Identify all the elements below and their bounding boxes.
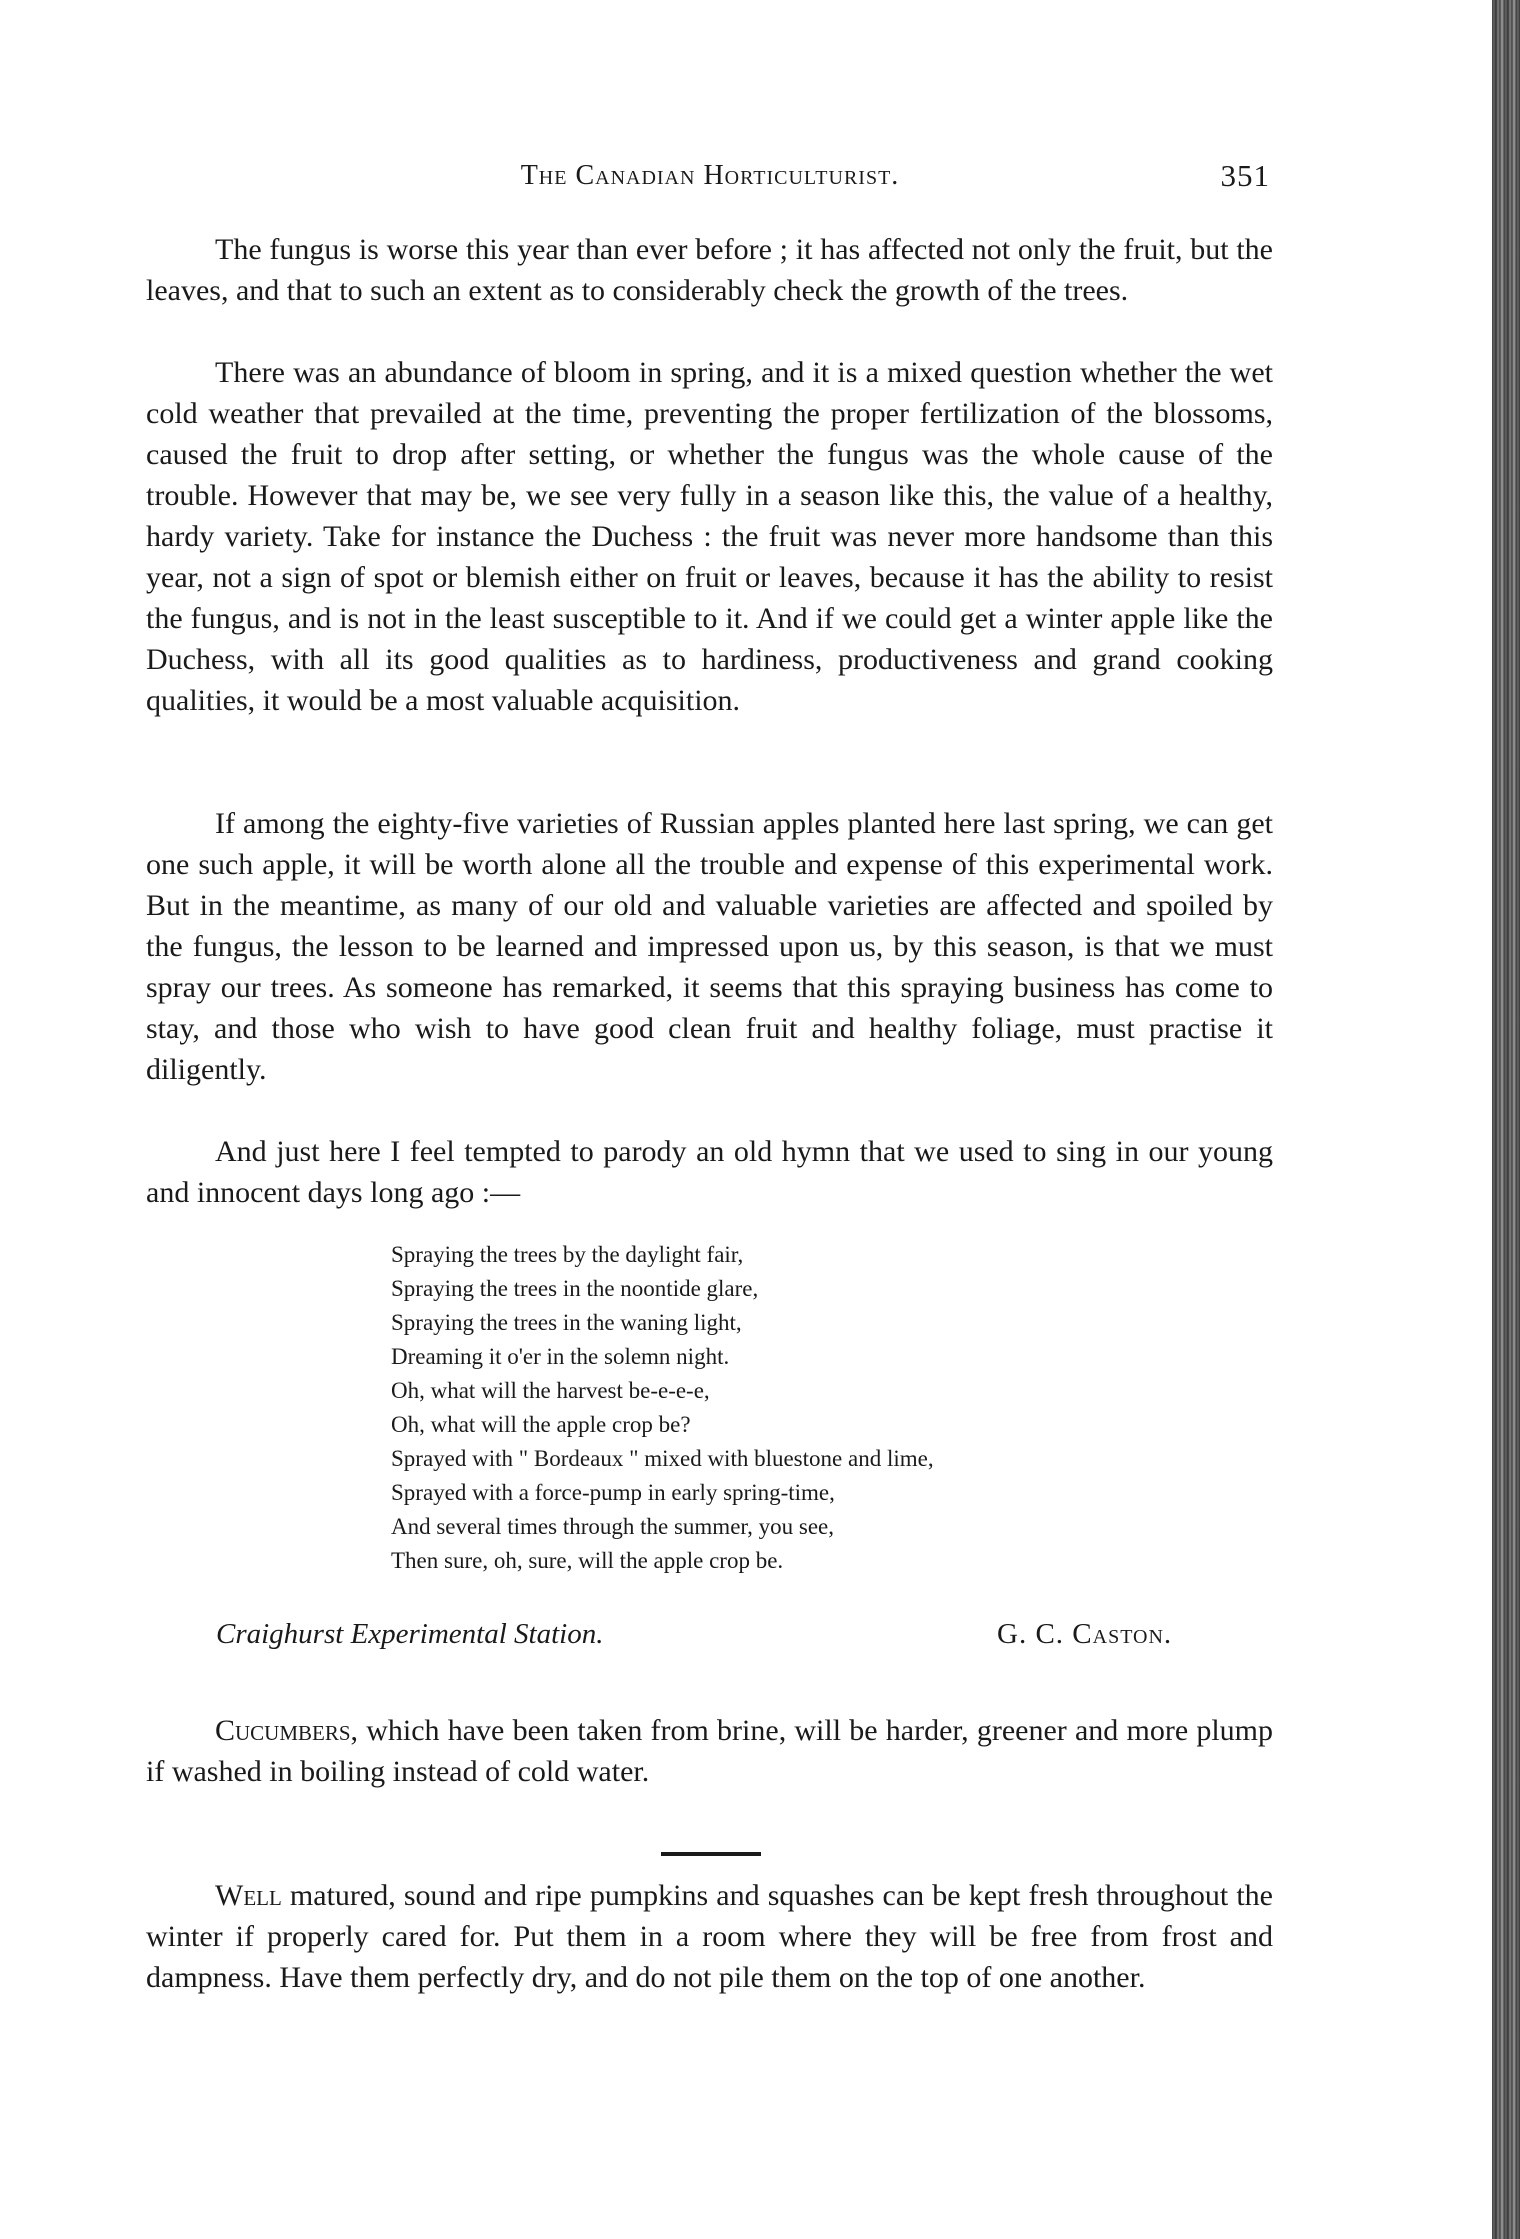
poem-line: Sprayed with a force-pump in early spring-time, bbox=[391, 1480, 835, 1505]
signature-author: G. C. Caston. bbox=[997, 1618, 1173, 1650]
poem-line: Spraying the trees by the daylight fair, bbox=[391, 1242, 744, 1267]
note-lead: Cucumbers, bbox=[215, 1714, 359, 1747]
poem-line: Then sure, oh, sure, will the apple crop be. bbox=[391, 1548, 784, 1573]
poem-line: Dreaming it o'er in the solemn night. bbox=[391, 1344, 730, 1369]
note-pumpkins bbox=[146, 1875, 1273, 1998]
poem-line: And several times through the summer, you see, bbox=[391, 1514, 835, 1539]
poem-line: Sprayed with " Bordeaux " mixed with bluestone and lime, bbox=[391, 1446, 934, 1471]
page-number: 351 bbox=[1220, 158, 1270, 193]
paragraph-fungus: The fungus is worse this year than ever before ; it has affected not only the fruit, but the leaves, and that to such an extent as to considerably check the growth of the trees. bbox=[146, 233, 1273, 307]
poem-line: Spraying the trees in the waning light, bbox=[391, 1310, 742, 1335]
running-header bbox=[150, 160, 1270, 204]
paragraph-bloom: There was an abundance of bloom in spring, and it is a mixed question whether the wet cold weather that prevailed at the time, preventing the proper fertilization of the blossoms, caused the fruit to drop after setting, or whether the fungus was the whole cause of the trouble. However that may be, we see very fully in a season like this, the value of a healthy, hardy variety. Take for instance the Duchess : the fruit was never more handsome than this year, not a sign of spot or blemish either on fruit or leaves, because it has the ability to resist the fungus, and is not in the least susceptible to it. And if we could get a winter apple like the Duchess, with all its good qualities as to hardiness, productiveness and grand cooking qualities, it would be a most valuable acquisition. bbox=[146, 356, 1273, 717]
paragraph-hymn-intro: And just here I feel tempted to parody an old hymn that we used to sing in our young and innocent days long ago :— bbox=[146, 1135, 1273, 1209]
note-text: matured, sound and ripe pumpkins and squashes can be kept fresh throughout the winter if properly cared for. Put them in a room where they will be free from frost and dampness. Have them perfectly dry, and do not pile them on the top of one another. bbox=[146, 1879, 1273, 1994]
paragraph-russian-apples: If among the eighty-five varieties of Russian apples planted here last spring, we can get one such apple, it will be worth alone all the trouble and expense of this experimental work. But in the meantime, as many of our old and valuable varieties are affected and spoiled by the fungus, the lesson to be learned and impressed upon us, by this season, is that we must spray our trees. As someone has remarked, it seems that this spraying business has come to stay, and those who wish to have good clean fruit and healthy foliage, must practise it diligently. bbox=[146, 807, 1273, 1086]
poem bbox=[391, 1238, 1191, 1578]
poem-line: Spraying the trees in the noontide glare, bbox=[391, 1276, 759, 1301]
poem-line: Oh, what will the apple crop be? bbox=[391, 1412, 691, 1437]
note-lead: Well bbox=[215, 1879, 282, 1912]
journal-title: The Canadian Horticulturist. bbox=[520, 160, 900, 191]
section-divider bbox=[661, 1852, 761, 1856]
note-cucumbers bbox=[146, 1710, 1273, 1792]
page-edge-shadow bbox=[1492, 0, 1520, 2239]
note-text: which have been taken from brine, will be harder, greener and more plump if washed in boiling instead of cold water. bbox=[146, 1714, 1273, 1788]
poem-line: Oh, what will the harvest be-e-e-e, bbox=[391, 1378, 710, 1403]
signature-place: Craighurst Experimental Station. bbox=[216, 1618, 604, 1650]
